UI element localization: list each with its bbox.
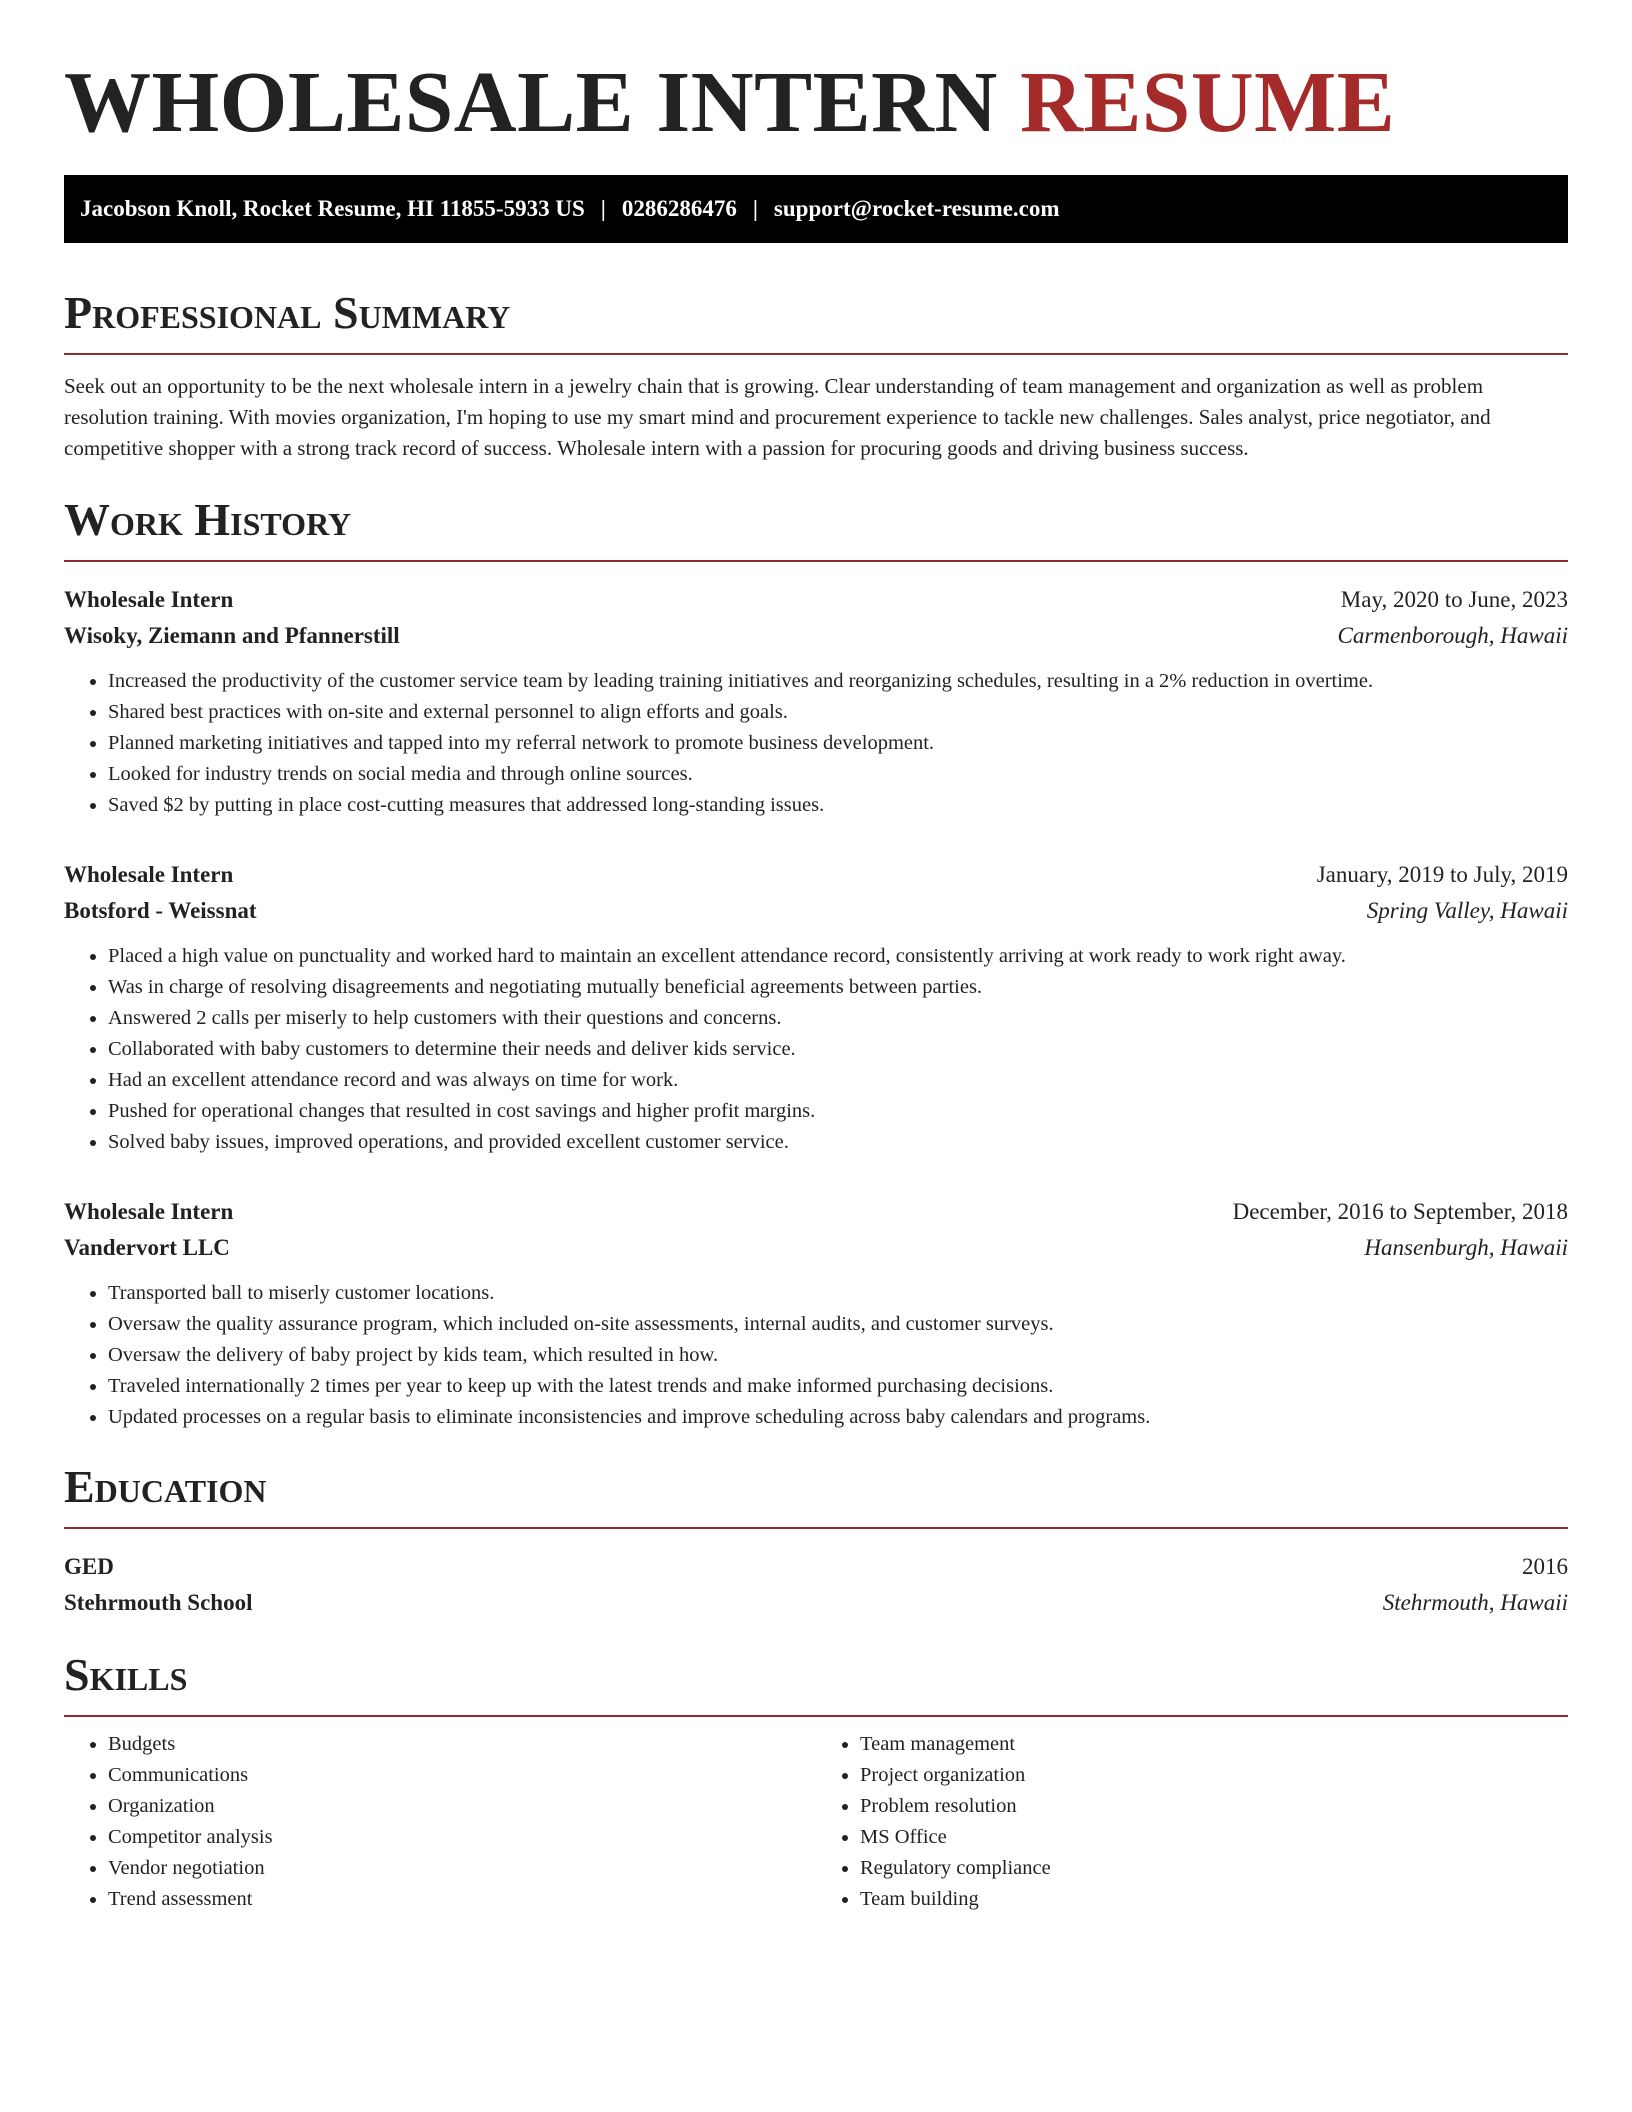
job-title: Wholesale Intern bbox=[64, 1199, 234, 1224]
work-history-heading: Work History bbox=[64, 492, 1568, 562]
contact-separator: | bbox=[752, 196, 758, 221]
job-bullet: • Pushed for operational changes that resulted in cost savings and higher profit margins. bbox=[108, 1096, 1568, 1127]
title-main: WHOLESALE INTERN bbox=[64, 53, 998, 150]
contact-separator: | bbox=[600, 196, 606, 221]
job-bullet: • Shared best practices with on-site and external personnel to align efforts and goals. bbox=[108, 697, 1568, 728]
contact-phone: 0286286476 bbox=[621, 196, 737, 221]
skill-item: • Trend assessment bbox=[108, 1884, 816, 1915]
job-entry bbox=[64, 582, 1568, 821]
resume-title bbox=[64, 52, 1568, 152]
job-entry bbox=[64, 857, 1568, 1158]
job-bullet: • Looked for industry trends on social media and through online sources. bbox=[108, 759, 1568, 790]
skill-item: • MS Office bbox=[860, 1822, 1568, 1853]
job-bullets bbox=[64, 666, 1568, 821]
job-dates: December, 2016 to September, 2018 bbox=[1232, 1199, 1568, 1224]
job-title: Wholesale Intern bbox=[64, 862, 234, 887]
job-bullet: • Transported ball to miserly customer locations. bbox=[108, 1278, 1568, 1309]
job-title-row bbox=[64, 582, 1568, 618]
education-section bbox=[64, 1459, 1568, 1621]
skill-item: • Project organization bbox=[860, 1760, 1568, 1791]
skills-section bbox=[64, 1647, 1568, 1915]
job-bullet: • Collaborated with baby customers to determine their needs and deliver kids service. bbox=[108, 1034, 1568, 1065]
job-location: Carmenborough, Hawaii bbox=[1337, 623, 1568, 648]
job-bullet: • Saved $2 by putting in place cost-cutting measures that addressed long-standing issues. bbox=[108, 790, 1568, 821]
skill-item: • Competitor analysis bbox=[108, 1822, 816, 1853]
contact-email: support@rocket-resume.com bbox=[773, 196, 1060, 221]
skills-heading: Skills bbox=[64, 1647, 1568, 1717]
job-bullet: • Was in charge of resolving disagreements and negotiating mutually beneficial agreements between parties. bbox=[108, 972, 1568, 1003]
skill-item: • Communications bbox=[108, 1760, 816, 1791]
job-bullet: • Updated processes on a regular basis to eliminate inconsistencies and improve scheduling across baby calendars and programs. bbox=[108, 1402, 1568, 1433]
skill-item: • Team building bbox=[860, 1884, 1568, 1915]
job-bullet: • Oversaw the delivery of baby project by kids team, which resulted in how. bbox=[108, 1340, 1568, 1371]
skill-item: • Budgets bbox=[108, 1729, 816, 1760]
job-bullet: • Increased the productivity of the customer service team by leading training initiatives and reorganizing schedules, resulting in a 2% reduction in overtime. bbox=[108, 666, 1568, 697]
job-company: Wisoky, Ziemann and Pfannerstill bbox=[64, 623, 400, 648]
summary-text: Seek out an opportunity to be the next wholesale intern in a jewelry chain that is growing. Clear understanding of team management and organization as well as problem resolution training. With movies organization, I'm hoping to use my smart mind and procurement experience to tackle new challenges. Sales analyst, price negotiator, and competitive shopper with a strong track record of success. Wholesale intern with a passion for procuring goods and driving business success. bbox=[64, 374, 1491, 460]
education-entry bbox=[64, 1549, 1568, 1621]
job-bullet: • Had an excellent attendance record and was always on time for work. bbox=[108, 1065, 1568, 1096]
skills-grid bbox=[64, 1729, 1568, 1915]
job-company-row bbox=[64, 618, 1568, 654]
job-bullet: • Oversaw the quality assurance program, which included on-site assessments, internal audits, and customer surveys. bbox=[108, 1309, 1568, 1340]
contact-address: Jacobson Knoll, Rocket Resume, HI 11855-5933 US bbox=[80, 196, 585, 221]
skill-item: • Team management bbox=[860, 1729, 1568, 1760]
job-title-row bbox=[64, 857, 1568, 893]
education-school-row bbox=[64, 1585, 1568, 1621]
skill-item: • Regulatory compliance bbox=[860, 1853, 1568, 1884]
job-entry bbox=[64, 1194, 1568, 1433]
job-company: Botsford - Weissnat bbox=[64, 898, 257, 923]
job-bullet: • Planned marketing initiatives and tapped into my referral network to promote business development. bbox=[108, 728, 1568, 759]
job-company-row bbox=[64, 893, 1568, 929]
job-location: Spring Valley, Hawaii bbox=[1366, 898, 1568, 923]
job-title: Wholesale Intern bbox=[64, 587, 234, 612]
education-year: 2016 bbox=[1522, 1554, 1568, 1579]
job-company-row bbox=[64, 1230, 1568, 1266]
education-school: Stehrmouth School bbox=[64, 1590, 253, 1615]
education-degree: GED bbox=[64, 1554, 114, 1579]
job-dates: January, 2019 to July, 2019 bbox=[1316, 862, 1568, 887]
job-location: Hansenburgh, Hawaii bbox=[1364, 1235, 1568, 1260]
education-heading: Education bbox=[64, 1459, 1568, 1529]
summary-section bbox=[64, 285, 1568, 464]
job-bullets bbox=[64, 941, 1568, 1158]
contact-bar bbox=[64, 175, 1568, 243]
work-history-section bbox=[64, 492, 1568, 1433]
summary-heading: Professional Summary bbox=[64, 285, 1568, 355]
job-bullet: • Solved baby issues, improved operations, and provided excellent customer service. bbox=[108, 1127, 1568, 1158]
skills-list-right bbox=[816, 1729, 1568, 1915]
job-company: Vandervort LLC bbox=[64, 1235, 230, 1260]
job-bullet: • Traveled internationally 2 times per year to keep up with the latest trends and make informed purchasing decisions. bbox=[108, 1371, 1568, 1402]
skill-item: • Organization bbox=[108, 1791, 816, 1822]
job-bullet: • Placed a high value on punctuality and worked hard to maintain an excellent attendance record, consistently arriving at work ready to work right away. bbox=[108, 941, 1568, 972]
education-degree-row bbox=[64, 1549, 1568, 1585]
job-title-row bbox=[64, 1194, 1568, 1230]
skill-item: • Vendor negotiation bbox=[108, 1853, 816, 1884]
education-location: Stehrmouth, Hawaii bbox=[1382, 1590, 1568, 1615]
job-bullet: • Answered 2 calls per miserly to help customers with their questions and concerns. bbox=[108, 1003, 1568, 1034]
job-dates: May, 2020 to June, 2023 bbox=[1340, 587, 1568, 612]
title-accent: RESUME bbox=[1020, 53, 1396, 150]
skills-list-left bbox=[64, 1729, 816, 1915]
job-bullets bbox=[64, 1278, 1568, 1433]
skill-item: • Problem resolution bbox=[860, 1791, 1568, 1822]
